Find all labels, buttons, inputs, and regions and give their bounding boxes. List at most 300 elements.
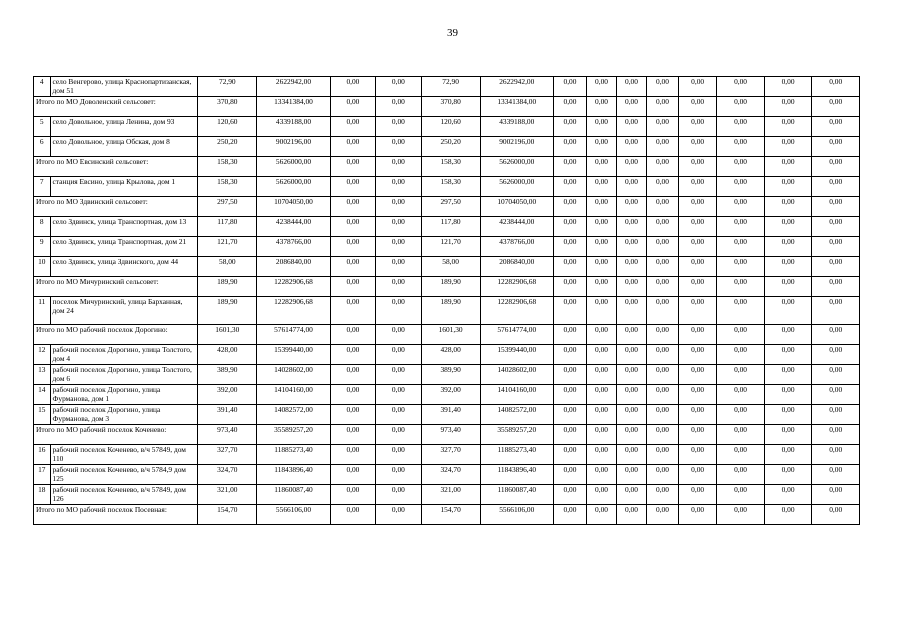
value-cell: 0,00 — [617, 385, 647, 405]
value-cell: 0,00 — [679, 237, 717, 257]
address-cell: рабочий поселок Коченево, в/ч 5784,9 дом 125 — [50, 465, 198, 485]
value-cell: 0,00 — [717, 197, 765, 217]
value-cell: 0,00 — [553, 117, 586, 137]
value-cell: 0,00 — [553, 217, 586, 237]
value-cell: 297,50 — [198, 197, 257, 217]
value-cell: 389,90 — [198, 365, 257, 385]
value-cell: 0,00 — [617, 365, 647, 385]
value-cell: 0,00 — [617, 137, 647, 157]
value-cell: 0,00 — [587, 237, 617, 257]
value-cell: 0,00 — [646, 177, 678, 197]
value-cell: 0,00 — [376, 505, 421, 525]
value-cell: 9002196,00 — [480, 137, 553, 157]
value-cell: 0,00 — [679, 197, 717, 217]
page-number: 39 — [447, 27, 458, 39]
address-cell: рабочий поселок Дорогино, улица Толстого, дом 4 — [50, 345, 198, 365]
subtotal-label: Итого по МО рабочий поселок Дорогино: — [34, 325, 198, 345]
value-cell: 0,00 — [646, 425, 678, 445]
subtotal-label: Итого по МО Евсинский сельсовет: — [34, 157, 198, 177]
value-cell: 0,00 — [812, 77, 860, 97]
value-cell: 0,00 — [553, 465, 586, 485]
value-cell: 0,00 — [617, 97, 647, 117]
value-cell: 2086840,00 — [480, 257, 553, 277]
value-cell: 0,00 — [679, 297, 717, 325]
value-cell: 0,00 — [376, 385, 421, 405]
value-cell: 0,00 — [764, 77, 812, 97]
value-cell: 0,00 — [587, 137, 617, 157]
value-cell: 0,00 — [646, 117, 678, 137]
address-cell: село Здвинск, улица Транспортная, дом 13 — [50, 217, 198, 237]
value-cell: 389,90 — [421, 365, 480, 385]
value-cell: 0,00 — [376, 365, 421, 385]
address-cell: село Здвинск, улица Здвинского, дом 44 — [50, 257, 198, 277]
value-cell: 189,90 — [421, 277, 480, 297]
value-cell: 0,00 — [812, 445, 860, 465]
value-cell: 0,00 — [812, 97, 860, 117]
value-cell: 120,60 — [421, 117, 480, 137]
row-number: 18 — [34, 485, 51, 505]
value-cell: 0,00 — [679, 137, 717, 157]
table-row — [34, 177, 860, 197]
value-cell: 0,00 — [587, 97, 617, 117]
value-cell: 0,00 — [553, 365, 586, 385]
value-cell: 0,00 — [717, 365, 765, 385]
value-cell: 0,00 — [679, 257, 717, 277]
address-cell: рабочий поселок Дорогино, улица Толстого, дом 6 — [50, 365, 198, 385]
value-cell: 15399440,00 — [480, 345, 553, 365]
value-cell: 0,00 — [553, 157, 586, 177]
value-cell: 0,00 — [812, 297, 860, 325]
value-cell: 0,00 — [764, 325, 812, 345]
value-cell: 250,20 — [198, 137, 257, 157]
value-cell: 0,00 — [764, 157, 812, 177]
value-cell: 0,00 — [812, 485, 860, 505]
value-cell: 0,00 — [330, 257, 375, 277]
value-cell: 117,80 — [421, 217, 480, 237]
row-number: 10 — [34, 257, 51, 277]
value-cell: 121,70 — [198, 237, 257, 257]
table-row — [34, 117, 860, 137]
value-cell: 0,00 — [330, 177, 375, 197]
value-cell: 0,00 — [646, 277, 678, 297]
value-cell: 0,00 — [376, 277, 421, 297]
value-cell: 0,00 — [587, 217, 617, 237]
value-cell: 0,00 — [764, 385, 812, 405]
value-cell: 0,00 — [812, 465, 860, 485]
address-cell: поселок Мичуринский, улица Барханная, дом 24 — [50, 297, 198, 325]
value-cell: 2622942,00 — [257, 77, 330, 97]
value-cell: 0,00 — [330, 137, 375, 157]
value-cell: 10704050,00 — [480, 197, 553, 217]
value-cell: 0,00 — [764, 445, 812, 465]
table-row — [34, 405, 860, 425]
value-cell: 0,00 — [812, 505, 860, 525]
value-cell: 0,00 — [376, 177, 421, 197]
subtotal-label: Итого по МО рабочий поселок Коченево: — [34, 425, 198, 445]
value-cell: 0,00 — [646, 97, 678, 117]
value-cell: 0,00 — [764, 197, 812, 217]
value-cell: 0,00 — [553, 197, 586, 217]
value-cell: 0,00 — [376, 485, 421, 505]
value-cell: 154,70 — [421, 505, 480, 525]
value-cell: 0,00 — [587, 157, 617, 177]
value-cell: 0,00 — [330, 465, 375, 485]
value-cell: 11860087,40 — [257, 485, 330, 505]
value-cell: 0,00 — [330, 485, 375, 505]
value-cell: 5626000,00 — [257, 157, 330, 177]
value-cell: 0,00 — [646, 485, 678, 505]
apartment-buildings-table — [33, 76, 860, 525]
value-cell: 0,00 — [646, 257, 678, 277]
value-cell: 0,00 — [587, 177, 617, 197]
value-cell: 0,00 — [717, 217, 765, 237]
value-cell: 35589257,20 — [257, 425, 330, 445]
value-cell: 0,00 — [587, 445, 617, 465]
value-cell: 0,00 — [812, 157, 860, 177]
value-cell: 0,00 — [812, 345, 860, 365]
value-cell: 58,00 — [421, 257, 480, 277]
subtotal-row — [34, 505, 860, 525]
value-cell: 0,00 — [587, 505, 617, 525]
value-cell: 0,00 — [376, 77, 421, 97]
value-cell: 370,80 — [198, 97, 257, 117]
row-number: 17 — [34, 465, 51, 485]
value-cell: 0,00 — [646, 385, 678, 405]
value-cell: 0,00 — [717, 137, 765, 157]
value-cell: 391,40 — [421, 405, 480, 425]
subtotal-row — [34, 97, 860, 117]
row-number: 12 — [34, 345, 51, 365]
value-cell: 0,00 — [587, 297, 617, 325]
row-number: 15 — [34, 405, 51, 425]
value-cell: 0,00 — [553, 177, 586, 197]
value-cell: 12282906,68 — [257, 297, 330, 325]
value-cell: 1601,30 — [198, 325, 257, 345]
value-cell: 0,00 — [330, 157, 375, 177]
value-cell: 0,00 — [646, 445, 678, 465]
value-cell: 11885273,40 — [257, 445, 330, 465]
value-cell: 0,00 — [646, 505, 678, 525]
value-cell: 0,00 — [679, 445, 717, 465]
value-cell: 0,00 — [717, 157, 765, 177]
value-cell: 0,00 — [553, 485, 586, 505]
value-cell: 250,20 — [421, 137, 480, 157]
value-cell: 0,00 — [679, 277, 717, 297]
value-cell: 0,00 — [376, 97, 421, 117]
value-cell: 0,00 — [617, 485, 647, 505]
value-cell: 189,90 — [198, 297, 257, 325]
value-cell: 0,00 — [553, 297, 586, 325]
value-cell: 0,00 — [553, 425, 586, 445]
value-cell: 120,60 — [198, 117, 257, 137]
value-cell: 0,00 — [617, 117, 647, 137]
value-cell: 0,00 — [717, 385, 765, 405]
value-cell: 0,00 — [764, 465, 812, 485]
address-cell: село Довольное, улица Обская, дом 8 — [50, 137, 198, 157]
value-cell: 0,00 — [330, 237, 375, 257]
value-cell: 0,00 — [330, 97, 375, 117]
value-cell: 2622942,00 — [480, 77, 553, 97]
subtotal-label: Итого по МО Мичуринский сельсовет: — [34, 277, 198, 297]
value-cell: 321,00 — [421, 485, 480, 505]
value-cell: 391,40 — [198, 405, 257, 425]
value-cell: 0,00 — [717, 405, 765, 425]
value-cell: 14082572,00 — [480, 405, 553, 425]
value-cell: 0,00 — [587, 197, 617, 217]
value-cell: 0,00 — [617, 177, 647, 197]
value-cell: 0,00 — [587, 117, 617, 137]
value-cell: 327,70 — [198, 445, 257, 465]
value-cell: 0,00 — [679, 385, 717, 405]
value-cell: 0,00 — [812, 237, 860, 257]
value-cell: 57614774,00 — [257, 325, 330, 345]
row-number: 16 — [34, 445, 51, 465]
value-cell: 0,00 — [812, 277, 860, 297]
row-number: 11 — [34, 297, 51, 325]
value-cell: 15399440,00 — [257, 345, 330, 365]
value-cell: 0,00 — [617, 197, 647, 217]
value-cell: 72,90 — [421, 77, 480, 97]
value-cell: 0,00 — [717, 77, 765, 97]
value-cell: 0,00 — [553, 237, 586, 257]
address-cell: рабочий поселок Дорогино, улица Фурманова, дом 3 — [50, 405, 198, 425]
value-cell: 321,00 — [198, 485, 257, 505]
value-cell: 58,00 — [198, 257, 257, 277]
value-cell: 327,70 — [421, 445, 480, 465]
value-cell: 0,00 — [330, 405, 375, 425]
value-cell: 0,00 — [617, 465, 647, 485]
row-number: 6 — [34, 137, 51, 157]
value-cell: 0,00 — [617, 277, 647, 297]
value-cell: 0,00 — [764, 117, 812, 137]
row-number: 5 — [34, 117, 51, 137]
address-cell: село Венгерово, улица Краснопартизанская, дом 51 — [50, 77, 198, 97]
value-cell: 9002196,00 — [257, 137, 330, 157]
value-cell: 4378766,00 — [480, 237, 553, 257]
value-cell: 0,00 — [812, 405, 860, 425]
value-cell: 0,00 — [330, 277, 375, 297]
value-cell: 0,00 — [764, 345, 812, 365]
value-cell: 11843896,40 — [480, 465, 553, 485]
value-cell: 0,00 — [679, 157, 717, 177]
value-cell: 0,00 — [617, 237, 647, 257]
row-number: 14 — [34, 385, 51, 405]
value-cell: 0,00 — [587, 485, 617, 505]
subtotal-row — [34, 197, 860, 217]
value-cell: 0,00 — [679, 405, 717, 425]
value-cell: 0,00 — [717, 117, 765, 137]
value-cell: 14028602,00 — [480, 365, 553, 385]
value-cell: 0,00 — [617, 297, 647, 325]
value-cell: 10704050,00 — [257, 197, 330, 217]
value-cell: 0,00 — [646, 137, 678, 157]
table-row — [34, 345, 860, 365]
value-cell: 0,00 — [617, 77, 647, 97]
value-cell: 973,40 — [198, 425, 257, 445]
value-cell: 0,00 — [330, 77, 375, 97]
value-cell: 0,00 — [376, 445, 421, 465]
value-cell: 11885273,40 — [480, 445, 553, 465]
value-cell: 0,00 — [587, 257, 617, 277]
value-cell: 154,70 — [198, 505, 257, 525]
value-cell: 4238444,00 — [480, 217, 553, 237]
value-cell: 0,00 — [646, 325, 678, 345]
value-cell: 0,00 — [330, 325, 375, 345]
value-cell: 12282906,68 — [480, 297, 553, 325]
value-cell: 0,00 — [764, 297, 812, 325]
value-cell: 4378766,00 — [257, 237, 330, 257]
value-cell: 0,00 — [717, 257, 765, 277]
value-cell: 57614774,00 — [480, 325, 553, 345]
value-cell: 72,90 — [198, 77, 257, 97]
value-cell: 0,00 — [717, 297, 765, 325]
value-cell: 428,00 — [421, 345, 480, 365]
value-cell: 0,00 — [646, 77, 678, 97]
value-cell: 0,00 — [330, 385, 375, 405]
table-row — [34, 465, 860, 485]
value-cell: 0,00 — [330, 445, 375, 465]
value-cell: 0,00 — [764, 97, 812, 117]
value-cell: 11843896,40 — [257, 465, 330, 485]
value-cell: 0,00 — [617, 325, 647, 345]
table-row — [34, 237, 860, 257]
value-cell: 0,00 — [553, 325, 586, 345]
value-cell: 0,00 — [587, 425, 617, 445]
row-number: 4 — [34, 77, 51, 97]
table-row — [34, 485, 860, 505]
subtotal-label: Итого по МО Здвинский сельсовет: — [34, 197, 198, 217]
value-cell: 0,00 — [587, 465, 617, 485]
value-cell: 4339188,00 — [257, 117, 330, 137]
value-cell: 0,00 — [764, 137, 812, 157]
value-cell: 0,00 — [646, 345, 678, 365]
value-cell: 0,00 — [717, 325, 765, 345]
value-cell: 5566106,00 — [257, 505, 330, 525]
value-cell: 0,00 — [587, 277, 617, 297]
value-cell: 0,00 — [812, 325, 860, 345]
value-cell: 1601,30 — [421, 325, 480, 345]
value-cell: 0,00 — [330, 425, 375, 445]
value-cell: 0,00 — [679, 217, 717, 237]
value-cell: 0,00 — [679, 345, 717, 365]
value-cell: 0,00 — [617, 405, 647, 425]
value-cell: 0,00 — [553, 385, 586, 405]
value-cell: 297,50 — [421, 197, 480, 217]
value-cell: 0,00 — [553, 277, 586, 297]
value-cell: 392,00 — [198, 385, 257, 405]
address-cell: село Довольное, улица Ленина, дом 93 — [50, 117, 198, 137]
value-cell: 0,00 — [376, 117, 421, 137]
value-cell: 0,00 — [679, 177, 717, 197]
value-cell: 0,00 — [376, 325, 421, 345]
table-body — [34, 77, 860, 525]
value-cell: 0,00 — [376, 405, 421, 425]
value-cell: 0,00 — [679, 97, 717, 117]
value-cell: 0,00 — [812, 197, 860, 217]
table-row — [34, 257, 860, 277]
subtotal-row — [34, 325, 860, 345]
subtotal-label: Итого по МО Доволенский сельсовет: — [34, 97, 198, 117]
value-cell: 0,00 — [717, 97, 765, 117]
value-cell: 0,00 — [717, 237, 765, 257]
value-cell: 0,00 — [764, 505, 812, 525]
value-cell: 0,00 — [679, 485, 717, 505]
value-cell: 14104160,00 — [257, 385, 330, 405]
value-cell: 0,00 — [330, 297, 375, 325]
value-cell: 4238444,00 — [257, 217, 330, 237]
value-cell: 0,00 — [553, 77, 586, 97]
value-cell: 0,00 — [764, 217, 812, 237]
table-row — [34, 365, 860, 385]
value-cell: 0,00 — [617, 445, 647, 465]
value-cell: 0,00 — [553, 445, 586, 465]
value-cell: 0,00 — [679, 505, 717, 525]
value-cell: 0,00 — [812, 257, 860, 277]
value-cell: 0,00 — [587, 77, 617, 97]
value-cell: 0,00 — [330, 365, 375, 385]
value-cell: 14082572,00 — [257, 405, 330, 425]
value-cell: 0,00 — [376, 297, 421, 325]
value-cell: 121,70 — [421, 237, 480, 257]
value-cell: 0,00 — [717, 177, 765, 197]
subtotal-label: Итого по МО рабочий поселок Посевная: — [34, 505, 198, 525]
value-cell: 0,00 — [617, 217, 647, 237]
subtotal-row — [34, 157, 860, 177]
value-cell: 0,00 — [764, 277, 812, 297]
value-cell: 0,00 — [376, 137, 421, 157]
row-number: 7 — [34, 177, 51, 197]
value-cell: 0,00 — [812, 137, 860, 157]
value-cell: 0,00 — [717, 465, 765, 485]
subtotal-row — [34, 425, 860, 445]
value-cell: 324,70 — [198, 465, 257, 485]
value-cell: 0,00 — [376, 257, 421, 277]
address-cell: рабочий поселок Коченево, в/ч 57849, дом 126 — [50, 485, 198, 505]
value-cell: 0,00 — [717, 505, 765, 525]
subtotal-row — [34, 277, 860, 297]
value-cell: 0,00 — [376, 157, 421, 177]
value-cell: 0,00 — [617, 345, 647, 365]
value-cell: 0,00 — [646, 237, 678, 257]
table-row — [34, 445, 860, 465]
row-number: 9 — [34, 237, 51, 257]
address-cell: рабочий поселок Дорогино, улица Фурманова, дом 1 — [50, 385, 198, 405]
value-cell: 0,00 — [587, 405, 617, 425]
value-cell: 0,00 — [587, 325, 617, 345]
value-cell: 5626000,00 — [480, 177, 553, 197]
value-cell: 0,00 — [617, 157, 647, 177]
value-cell: 158,30 — [421, 177, 480, 197]
value-cell: 158,30 — [198, 177, 257, 197]
value-cell: 12282906,68 — [480, 277, 553, 297]
value-cell: 0,00 — [679, 117, 717, 137]
value-cell: 0,00 — [587, 385, 617, 405]
value-cell: 189,90 — [421, 297, 480, 325]
value-cell: 0,00 — [553, 137, 586, 157]
value-cell: 189,90 — [198, 277, 257, 297]
row-number: 8 — [34, 217, 51, 237]
value-cell: 0,00 — [330, 117, 375, 137]
value-cell: 2086840,00 — [257, 257, 330, 277]
value-cell: 117,80 — [198, 217, 257, 237]
value-cell: 370,80 — [421, 97, 480, 117]
value-cell: 0,00 — [553, 345, 586, 365]
value-cell: 0,00 — [717, 445, 765, 465]
value-cell: 0,00 — [553, 257, 586, 277]
value-cell: 0,00 — [679, 325, 717, 345]
value-cell: 5566106,00 — [480, 505, 553, 525]
value-cell: 0,00 — [812, 217, 860, 237]
